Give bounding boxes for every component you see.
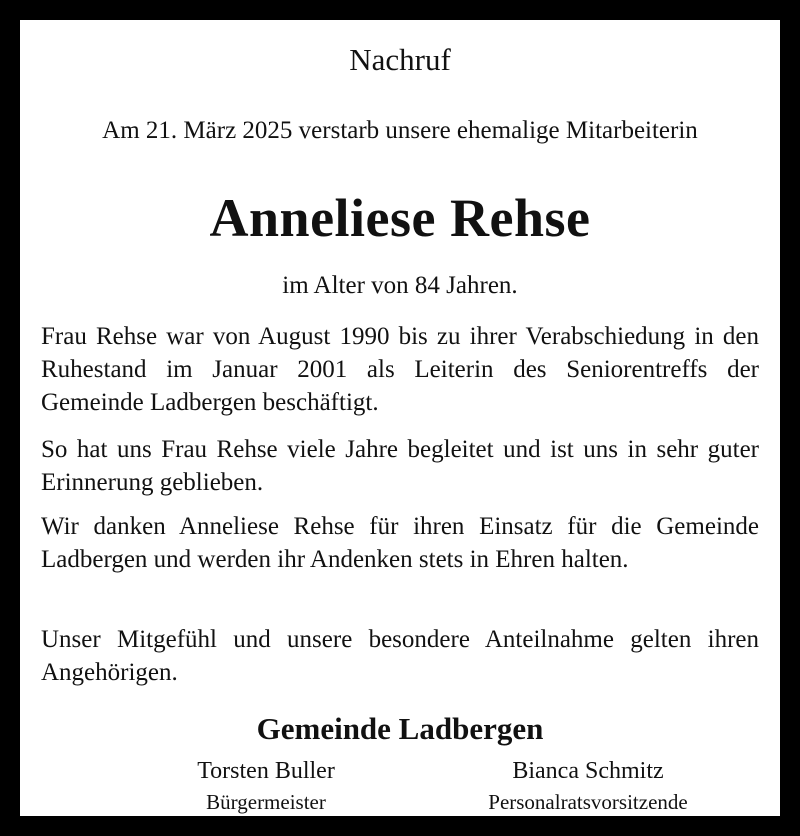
paragraph-condolences: Unser Mitgefühl und unsere besondere Anteilnahme gelten ihren Angehörigen. [41,626,759,686]
signatory-role: Bürgermeister [206,790,326,814]
signatory-staff-council [428,755,748,817]
intro-line: Am 21. März 2025 verstarb unsere ehemalige Mitarbeiterin [102,117,698,144]
notice-content [41,20,759,816]
deceased-name: Anneliese Rehse [209,188,591,248]
signatory-mayor [106,755,426,817]
paragraph-career: Frau Rehse war von August 1990 bis zu ihrer Verabschiedung in den Ruhestand im Januar 2001 als Leiterin des Seniorentreffs der Gemeinde Ladbergen beschäftigt. [41,323,759,416]
signatory-name: Torsten Buller [197,758,335,784]
organization-name: Gemeinde Ladbergen [256,711,544,746]
paragraph-memory: So hat uns Frau Rehse viele Jahre begleitet und ist uns in sehr guter Erinnerung geblieben. [41,436,759,496]
age-line: im Alter von 84 Jahren. [282,272,518,299]
notice-heading: Nachruf [349,42,451,77]
signatory-name: Bianca Schmitz [512,758,664,784]
paragraph-thanks: Wir danken Anneliese Rehse für ihren Einsatz für die Gemeinde Ladbergen und werden ihr Andenken stets in Ehren halten. [41,513,759,573]
signatory-role: Personalratsvorsitzende [488,790,688,814]
